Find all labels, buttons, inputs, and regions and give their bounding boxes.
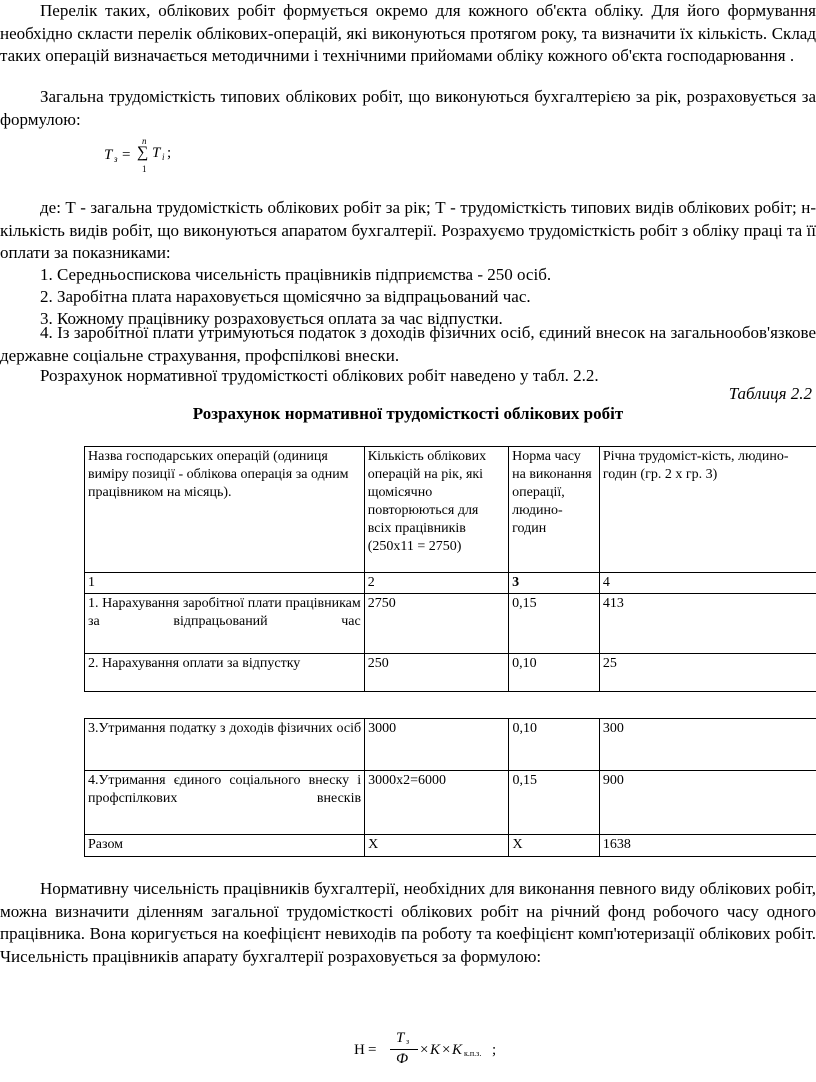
header-cell: Річна трудоміст-кість, людино-годин (гр. 2 х гр. 3) bbox=[599, 447, 816, 573]
operation-count: 2750 bbox=[364, 594, 508, 654]
total-label: Разом bbox=[85, 835, 365, 857]
paragraph-1: Перелік таких, облікових робіт формується окремо для кожного об'єкта обліку. Для його формування необхідно скласти перелік облікових-операцій, які виконуються протягом року, та визначити їх кількість. Склад таких операцій визначається методичними і технічними прийомами обліку кожного об'єкта господарювання . bbox=[0, 1, 816, 65]
operation-labor: 413 bbox=[599, 594, 816, 654]
paragraph-4: Розрахунок нормативної трудомісткості облікових робіт наведено у табл. 2.2. bbox=[40, 366, 599, 385]
list-item-2: 2. Заробітна плата нараховується щомісячно за відпрацьований час. bbox=[40, 287, 531, 306]
paragraph-2: Загальна трудомісткість типових облікових робіт, що виконуються бухгалтерією за рік, розраховується за формулою: bbox=[0, 87, 816, 129]
formula-lower: 1 bbox=[142, 164, 147, 174]
labor-table-part-1 bbox=[84, 446, 816, 692]
formula-numerator: Т bbox=[396, 1030, 405, 1046]
total-labor: 1638 bbox=[599, 835, 816, 857]
list-item-4: 4. Із заробітної плати утримуються податок з доходів фізичних осіб, єдиний внесок на загальнообов'язкове державне соціальне страхування, профспілкові внески. bbox=[0, 323, 816, 365]
table-row bbox=[85, 771, 816, 835]
formula-total-labor bbox=[104, 138, 224, 180]
table-title: Розрахунок нормативної трудомісткості облікових робіт bbox=[192, 404, 624, 423]
operation-norm: 0,15 bbox=[509, 594, 600, 654]
operation-count: 250 bbox=[364, 654, 508, 692]
fraction-bar bbox=[390, 1049, 418, 1050]
formula-numerator-sub: з bbox=[406, 1037, 410, 1046]
column-number: 3 bbox=[509, 573, 600, 594]
formula-end: ; bbox=[167, 145, 172, 161]
table-caption: Таблиця 2.2 bbox=[728, 384, 812, 403]
formula-term: Т bbox=[152, 145, 161, 161]
operation-name: 3.Утримання податку з доходів фізичних осіб bbox=[85, 719, 365, 771]
formula-headcount bbox=[354, 1030, 514, 1070]
operation-labor: 25 bbox=[599, 654, 816, 692]
formula-k1: К bbox=[430, 1042, 440, 1058]
table-row bbox=[85, 594, 816, 654]
total-count: Х bbox=[365, 835, 509, 857]
formula-times-2: × bbox=[442, 1042, 451, 1058]
table-row bbox=[85, 719, 816, 771]
formula-lhs-sub: з bbox=[114, 154, 118, 164]
operation-name: 2. Нарахування оплати за відпустку bbox=[85, 654, 365, 692]
formula-k2: К bbox=[452, 1042, 462, 1058]
formula-sigma: ∑ bbox=[137, 144, 149, 161]
column-number: 4 bbox=[599, 573, 816, 594]
operation-name: 1. Нарахування заробітної плати працівникам за відпрацьований час bbox=[85, 594, 365, 654]
formula-upper: n bbox=[142, 136, 147, 146]
list-item-3: 3. Кожному працівнику розраховується оплата за час відпустки. bbox=[40, 309, 503, 328]
formula-eq: = bbox=[368, 1042, 377, 1058]
formula-k2-sub: к.п.з. bbox=[464, 1049, 482, 1058]
operation-count: 3000х2=6000 bbox=[365, 771, 509, 835]
operation-count: 3000 bbox=[365, 719, 509, 771]
operation-labor: 900 bbox=[599, 771, 816, 835]
total-row bbox=[85, 835, 816, 857]
operation-name: 4.Утримання єдиного соціального внеску і профспілкових внесків bbox=[85, 771, 365, 835]
column-number: 1 bbox=[85, 573, 365, 594]
formula-lhs: Т bbox=[104, 147, 113, 163]
header-cell: Кількість облікових операцій на рік, які щомісячно повторюються для всіх працівників (250х11 = 2750) bbox=[364, 447, 508, 573]
formula-denominator: Ф bbox=[396, 1051, 409, 1067]
header-cell: Норма часу на виконання операції, людино-годин bbox=[509, 447, 600, 573]
operation-norm: 0,15 bbox=[509, 771, 599, 835]
paragraph-3: де: Т - загальна трудомісткість облікових робіт за рік; Т - трудомісткість типових видів облікових робіт; н- кількість видів робіт, що виконуються апаратом бухгалтерії. Розрахуємо трудомісткість робіт з обліку праці та її оплати за показниками: bbox=[0, 198, 816, 262]
column-number: 2 bbox=[364, 573, 508, 594]
formula-eq: = bbox=[122, 147, 131, 163]
column-number-row bbox=[85, 573, 816, 594]
labor-table-part-2 bbox=[84, 718, 816, 857]
paragraph-5: Нормативну чисельність працівників бухгалтерії, необхідних для виконання певного виду облікових робіт, можна визначити діленням загальної трудомісткості облікових робіт на річний фонд робочого часу одного працівника. Вона коригується на коефіцієнт невиходів па роботу та коефіцієнт комп'ютеризації облікових робіт. Чисельність працівників апарату бухгалтерії розраховується за формулою: bbox=[0, 879, 816, 966]
operation-norm: 0,10 bbox=[509, 654, 600, 692]
total-norm: Х bbox=[509, 835, 599, 857]
header-cell: Назва господарських операцій (одиниця виміру позиції - облікова операція за одним працівником на місяць). bbox=[85, 447, 365, 573]
operation-labor: 300 bbox=[599, 719, 816, 771]
formula-lhs: Н bbox=[354, 1042, 365, 1058]
operation-norm: 0,10 bbox=[509, 719, 599, 771]
formula-times-1: × bbox=[420, 1042, 429, 1058]
formula-term-sub: i bbox=[162, 152, 165, 162]
list-item-1: 1. Середньоспискова чисельність працівників підприємства - 250 осіб. bbox=[40, 265, 552, 284]
table-header-row bbox=[85, 447, 816, 573]
table-row bbox=[85, 654, 816, 692]
formula-end: ; bbox=[492, 1042, 497, 1058]
